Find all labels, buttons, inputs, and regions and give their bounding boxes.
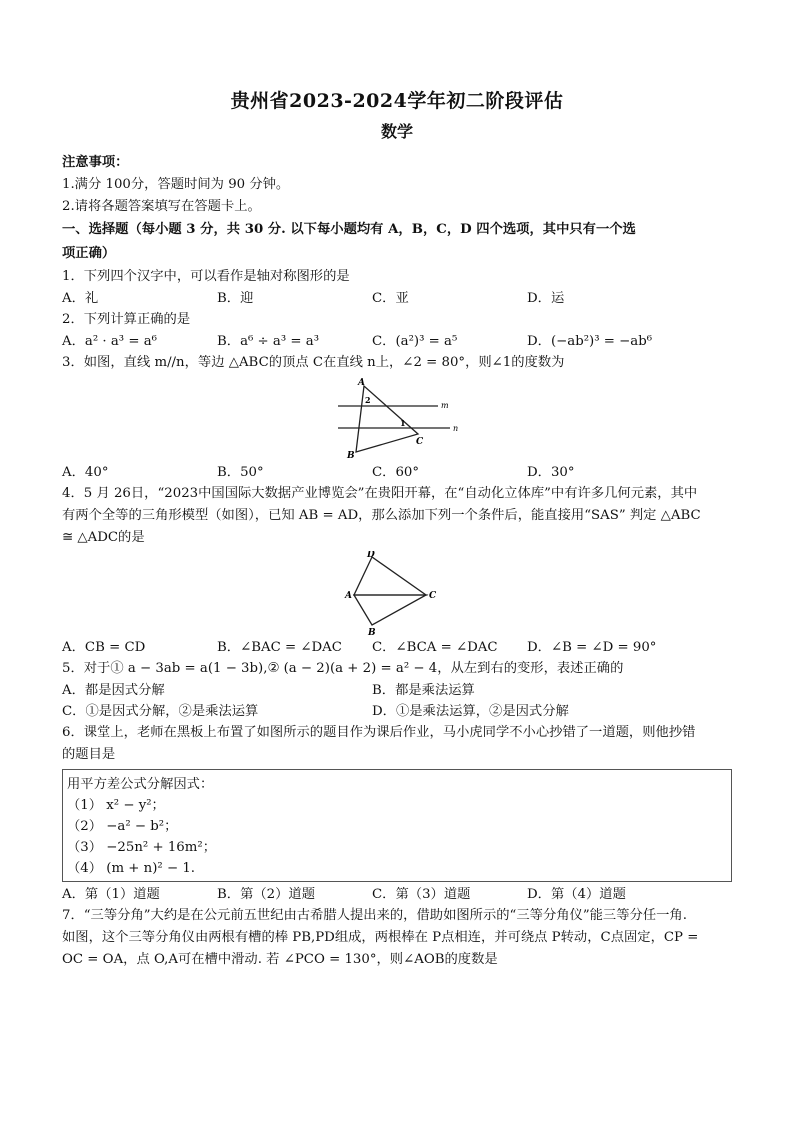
question-4-options [62, 637, 732, 658]
section-heading-line: 项正确） [62, 246, 116, 261]
question-6-stem: 6．课堂上，老师在黑板上布置了如图所示的题目作为课后作业，马小虎同学不小心抄错了一道题，则他抄错 [62, 725, 696, 740]
option-d: D．∠B = ∠D = 90° [527, 640, 657, 655]
option-d: D．①是乘法运算，②是因式分解 [372, 704, 569, 719]
question-5-options [62, 680, 732, 701]
label-angle-1: 1 [400, 418, 406, 428]
congruent-triangles-diagram [342, 551, 452, 635]
label-m: m [441, 401, 449, 410]
box-title: 用平方差公式分解因式： [67, 777, 214, 792]
option-c: C．①是因式分解，②是乘法运算 [62, 704, 259, 719]
section-heading [62, 218, 732, 266]
option-b: B．a⁶ ÷ a³ = a³ [217, 334, 320, 349]
question-2-stem: 2．下列计算正确的是 [62, 312, 191, 327]
option-c: C．∠BCA = ∠DAC [372, 640, 498, 655]
option-b: B．第（2）道题 [217, 887, 316, 902]
question-3-options [62, 462, 732, 483]
option-a: A．CB = CD [62, 640, 146, 655]
label-b: B [368, 628, 376, 635]
option-c: C．亚 [372, 291, 409, 306]
option-d: D．运 [527, 291, 565, 306]
box-item: （4） (m + n)² − 1. [67, 861, 196, 876]
subject-title: 数学 [380, 122, 413, 141]
option-b: B．∠BAC = ∠DAC [217, 640, 342, 655]
exam-page [62, 86, 732, 971]
label-d: D [367, 551, 375, 560]
question-5-stem: 5．对于① a − 3ab = a(1 − 3b),② (a − 2)(a + 2) = a² − 4，从左到右的变形，表述正确的 [62, 661, 624, 676]
label-angle-2: 2 [365, 395, 371, 405]
notice-item: 1.满分 100分，答题时间为 90 分钟。 [62, 177, 290, 192]
notice-item: 2.请将各题答案填写在答题卡上。 [62, 199, 261, 214]
question-1-stem: 1．下列四个汉字中，可以看作是轴对称图形的是 [62, 269, 350, 284]
label-c: C [429, 591, 437, 601]
option-d: D．第（4）道题 [527, 887, 626, 902]
option-a: A．40° [62, 465, 109, 480]
option-c: C．60° [372, 465, 420, 480]
label-c: C [416, 437, 424, 447]
question-7-stem: 如图，这个三等分角仪由两根有槽的棒 PB,PD组成，两根棒在 P点相连，并可绕点 P转动，C点固定，CP = [62, 930, 699, 945]
blackboard-exercise-box [62, 769, 732, 882]
option-a: A．礼 [62, 291, 99, 306]
option-b: B．迎 [217, 291, 254, 306]
question-4-stem: ≅ △ADC的是 [62, 530, 145, 545]
triangle-adc [354, 557, 426, 595]
option-d: D．30° [527, 465, 575, 480]
option-a: A．都是因式分解 [62, 683, 165, 698]
triangle-parallel-lines-diagram [332, 376, 462, 460]
option-c: C．(a²)³ = a⁵ [372, 334, 458, 349]
question-4-figure [62, 551, 732, 635]
label-a: A [358, 378, 365, 388]
question-7-stem: OC = OA，点 O,A可在槽中滑动. 若 ∠PCO = 130°，则∠AOB的度数是 [62, 952, 498, 967]
question-6-options [62, 884, 732, 905]
section-heading-line: 一、选择题（每小题 3 分，共 30 分. 以下每小题均有 A，B，C，D 四个选项，其中只有一个选 [62, 222, 636, 237]
question-5-options [62, 701, 732, 722]
question-7-stem: 7．“三等分角”大约是在公元前五世纪由古希腊人提出来的，借助如图所示的“三等分角仪”能三等分任一角. [62, 908, 687, 923]
question-1-options [62, 288, 732, 309]
label-n: n [453, 424, 459, 433]
label-b: B [347, 451, 355, 460]
question-6-stem: 的题目是 [62, 747, 116, 762]
question-4-stem: 4．5 月 26日，“2023中国国际大数据产业博览会”在贵阳开幕，在“自动化立体库”中有许多几何元素，其中 [62, 486, 698, 501]
page-title: 贵州省2023-2024学年初二阶段评估 [230, 90, 564, 112]
question-2-options [62, 331, 732, 352]
option-a: A．第（1）道题 [62, 887, 160, 902]
option-b: B．都是乘法运算 [372, 683, 475, 698]
question-3-stem: 3．如图，直线 m//n，等边 △ABC的顶点 C在直线 n上，∠2 = 80°，则∠1的度数为 [62, 355, 565, 370]
box-item: （2） −a² − b²； [67, 819, 178, 834]
box-item: （1） x² − y²； [67, 798, 165, 813]
triangle-abc [354, 595, 426, 625]
box-item: （3） −25n² + 16m²； [67, 840, 216, 855]
option-a: A．a² · a³ = a⁶ [62, 334, 157, 349]
option-b: B．50° [217, 465, 264, 480]
option-c: C．第（3）道题 [372, 887, 471, 902]
label-a: A [345, 591, 352, 601]
option-d: D．(−ab²)³ = −ab⁶ [527, 334, 653, 349]
question-4-stem: 有两个全等的三角形模型（如图），已知 AB = AD，那么添加下列一个条件后，能直接用“SAS” 判定 △ABC [62, 508, 701, 523]
question-3-figure [62, 376, 732, 460]
notice-heading: 注意事项： [62, 155, 129, 170]
